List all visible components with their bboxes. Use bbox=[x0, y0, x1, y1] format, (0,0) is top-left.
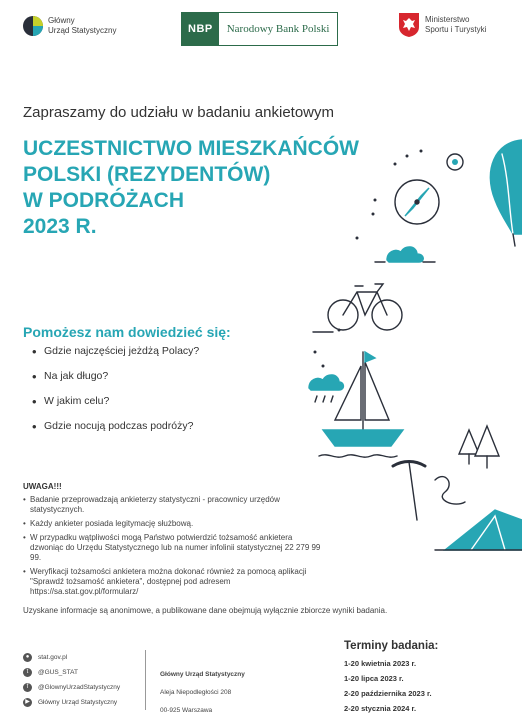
contact-text: stat.gov.pl bbox=[38, 654, 68, 661]
title-line: 2023 R. bbox=[23, 215, 97, 238]
travel-illustration bbox=[295, 130, 522, 560]
contact-text: @GlownyUrzadStatystyczny bbox=[38, 684, 121, 691]
target-icon bbox=[447, 154, 463, 170]
warning-heading: UWAGA!!! bbox=[23, 482, 62, 491]
warning-item: • Każdy ankieter posiada legitymację służbową. bbox=[23, 519, 323, 529]
warning-item: • W przypadku wątpliwości mogą Państwo potwierdzić tożsamość ankietera dzwoniąc do Urzędu Statystycznego lub na numer infolinii statystycznej 22 279 99 99. bbox=[23, 533, 323, 563]
contact-text: Główny Urząd Statystyczny bbox=[38, 699, 118, 706]
warning-list bbox=[23, 495, 323, 601]
date-item: 1-20 kwietnia 2023 r. bbox=[344, 659, 417, 668]
twitter-icon: t bbox=[23, 668, 32, 677]
question-item: • Na jak długo? bbox=[32, 370, 199, 382]
date-item: 1-20 lipca 2023 r. bbox=[344, 674, 404, 683]
nbp-logo bbox=[181, 12, 338, 46]
address-street: Aleja Niepodległości 208 bbox=[160, 689, 232, 696]
nbp-mark: NBP bbox=[182, 13, 219, 45]
bicycle-icon bbox=[328, 284, 402, 330]
ministry-logo bbox=[398, 12, 486, 38]
question-list bbox=[32, 345, 199, 445]
youtube-icon: ▶ bbox=[23, 698, 32, 707]
survey-dates bbox=[344, 640, 438, 716]
gus-logo-text: Główny Urząd Statystyczny bbox=[48, 16, 117, 35]
contact-item[interactable] bbox=[23, 665, 120, 680]
gus-logo bbox=[22, 15, 116, 37]
date-item: 2-20 stycznia 2024 r. bbox=[344, 704, 417, 713]
contact-list bbox=[23, 650, 120, 710]
trail-icon bbox=[435, 477, 465, 505]
anonymous-note: Uzyskane informacje są anonimowe, a publikowane dane obejmują wyłącznie zbiorcze wyniki badania. bbox=[23, 606, 388, 615]
logo-bar bbox=[0, 10, 522, 50]
question-item: • Gdzie nocują podczas podróży? bbox=[32, 420, 199, 432]
nbp-name: Narodowy Bank Polski bbox=[226, 23, 330, 35]
sailboat-icon bbox=[319, 352, 403, 457]
balloon-icon bbox=[490, 140, 522, 246]
address-city: 00-925 Warszawa bbox=[160, 707, 213, 714]
cloud-icon bbox=[375, 247, 435, 262]
contact-item[interactable] bbox=[23, 650, 120, 665]
trees-icon bbox=[459, 426, 499, 468]
title-line: UCZESTNICTWO MIESZKAŃCÓW bbox=[23, 137, 359, 160]
contact-text: @GUS_STAT bbox=[38, 669, 78, 676]
ice-axe-icon bbox=[393, 462, 425, 521]
date-item: 2-20 października 2023 r. bbox=[344, 689, 432, 698]
tent-icon bbox=[435, 510, 522, 550]
warning-item: • Badanie przeprowadzają ankieterzy statystyczni - pracownicy urzędów statystycznych. bbox=[23, 495, 323, 515]
address-block bbox=[160, 666, 245, 720]
question-item: • Gdzie najczęściej jeżdżą Polacy? bbox=[32, 345, 199, 357]
compass-icon bbox=[395, 180, 439, 224]
title-line: POLSKI (REZYDENTÓW) bbox=[23, 163, 271, 186]
eagle-emblem-icon bbox=[398, 12, 420, 38]
warning-item: • Weryfikacji tożsamości ankietera można dokonać również za pomocą aplikacji "Sprawdź tożsamość ankietera", dostępnej pod adresem https://sa.stat.gov.pl/formularz/ bbox=[23, 567, 323, 597]
facebook-icon: f bbox=[23, 683, 32, 692]
dates-heading: Terminy badania: bbox=[344, 640, 439, 652]
rain-cloud-icon bbox=[309, 375, 344, 402]
help-heading: Pomożesz nam dowiedzieć się: bbox=[23, 324, 231, 340]
contact-item[interactable] bbox=[23, 695, 120, 710]
contact-item[interactable] bbox=[23, 680, 120, 695]
footer-divider bbox=[145, 650, 146, 710]
title-line: W PODRÓŻACH bbox=[23, 189, 184, 212]
address-org: Główny Urząd Statystyczny bbox=[160, 671, 245, 678]
invitation-text: Zapraszamy do udziału w badaniu ankietowym bbox=[23, 104, 334, 121]
gus-mark-icon bbox=[22, 15, 44, 37]
question-item: • W jakim celu? bbox=[32, 395, 199, 407]
globe-icon: ● bbox=[23, 653, 32, 662]
ministry-logo-text: Ministerstwo Sportu i Turystyki bbox=[425, 15, 487, 34]
